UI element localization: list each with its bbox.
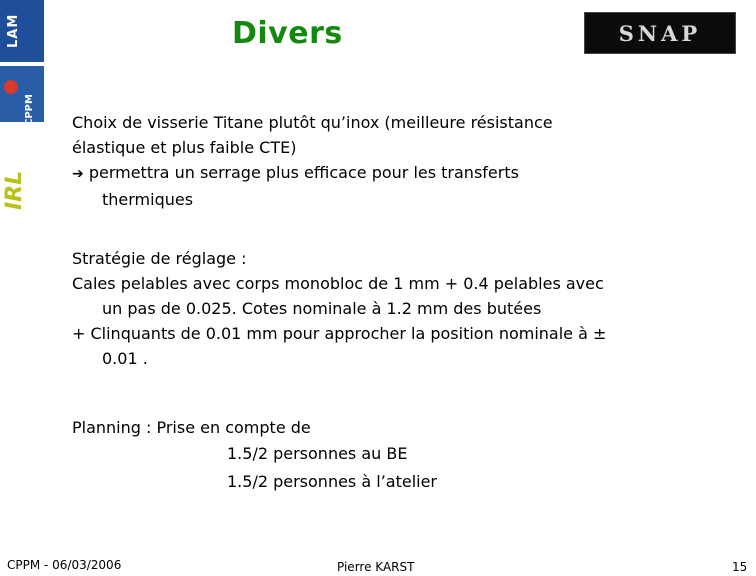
text-line: Choix de visserie Titane plutôt qu’inox (meilleure résistance <box>72 113 553 132</box>
slide-title: Divers <box>232 16 343 51</box>
footer-author: Pierre KARST <box>337 560 415 574</box>
institution-logos <box>0 0 46 220</box>
paragraph-visserie <box>72 110 732 212</box>
text-line: thermiques <box>102 190 194 209</box>
cppm-logo-dot <box>4 80 18 94</box>
slide-body <box>72 110 732 496</box>
text-line: Planning : Prise en compte de <box>72 418 311 437</box>
snap-logo-text: SNAP <box>618 20 702 46</box>
lam-logo-text: LAM <box>6 13 21 48</box>
text-line: un pas de 0.025. Cotes nominale à 1.2 mm des butées <box>102 299 542 318</box>
snap-logo <box>584 12 736 54</box>
cppm-logo <box>0 66 44 126</box>
irl-logo-text: IRL <box>2 170 27 210</box>
footer-date: CPPM - 06/03/2006 <box>7 558 122 572</box>
text-line: 1.5/2 personnes à l’atelier <box>227 472 438 491</box>
lam-logo <box>0 0 44 62</box>
text-line <box>72 160 732 187</box>
text-line-content: permettra un serrage plus efficace pour les transferts <box>88 163 519 182</box>
paragraph-planning <box>72 415 732 496</box>
page-number: 15 <box>732 560 748 574</box>
paragraph-strategie <box>72 246 732 371</box>
arrow-icon: ➔ <box>72 166 84 182</box>
cppm-logo-text: CPPM <box>24 94 35 126</box>
irl-logo <box>0 126 40 216</box>
text-line: Cales pelables avec corps monobloc de 1 mm + 0.4 pelables avec <box>72 274 604 293</box>
text-line: 0.01 . <box>102 349 148 368</box>
text-line: 1.5/2 personnes au BE <box>227 444 408 463</box>
text-line: + Clinquants de 0.01 mm pour approcher la position nominale à ± <box>72 324 607 343</box>
text-line: élastique et plus faible CTE) <box>72 138 297 157</box>
text-line: Stratégie de réglage : <box>72 249 247 268</box>
